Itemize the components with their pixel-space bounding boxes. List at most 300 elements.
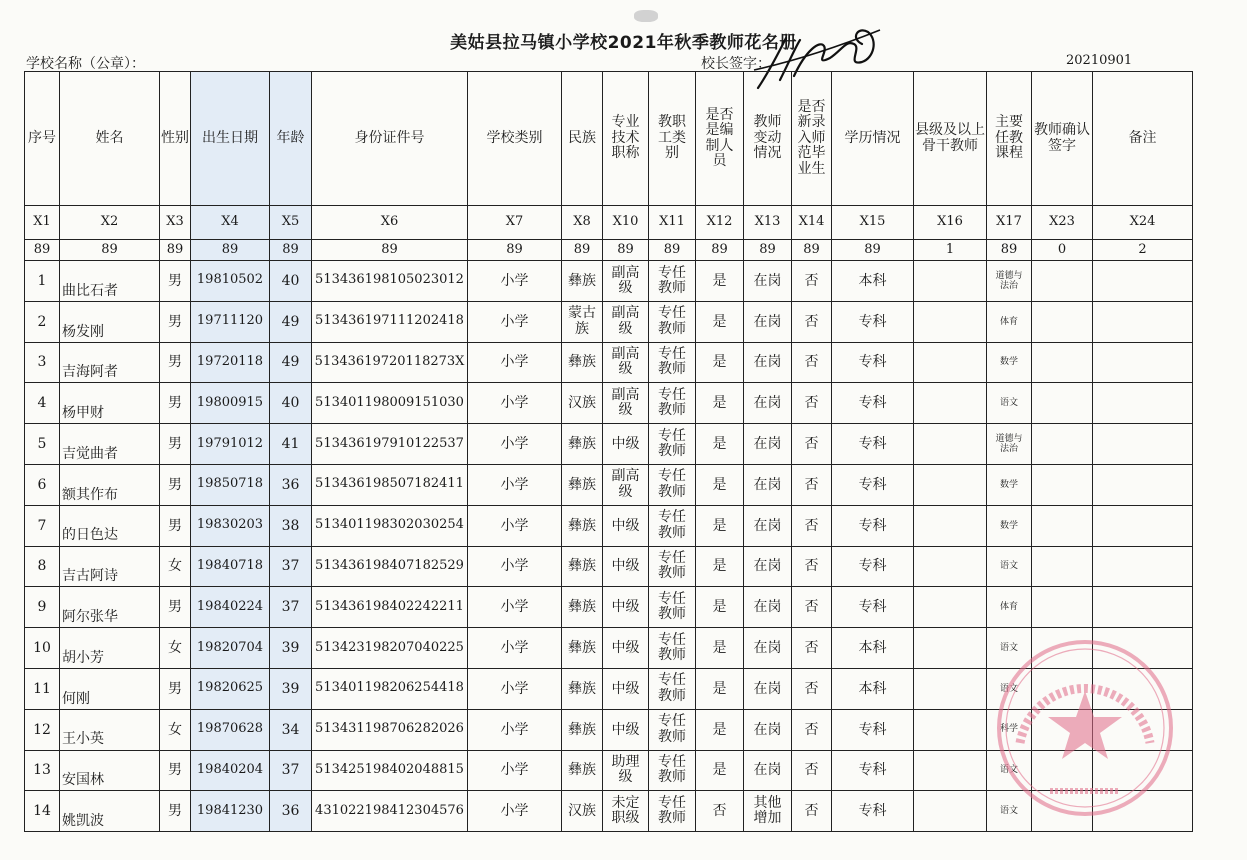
cell-id: 51343619720118273X: [312, 342, 468, 383]
cell-newgrad: 否: [792, 261, 832, 302]
table-row: [25, 424, 1193, 465]
cell-title: 中级: [603, 709, 649, 750]
cell-id: 513436198105023012: [312, 261, 468, 302]
cell-no: 12: [25, 709, 60, 750]
cell-blank: [1093, 464, 1193, 505]
cell-type: 小学: [468, 261, 562, 302]
cell-text: 专任教师: [658, 427, 686, 460]
cell-text: 专任教师: [658, 754, 686, 786]
cell-subject: [987, 261, 1032, 302]
cell-no: 8: [25, 546, 60, 587]
cell-text: 专任教师: [658, 550, 686, 582]
count-cell: 2: [1093, 240, 1193, 261]
cell-text: 专任教师: [658, 468, 686, 500]
cell-title: 中级: [603, 505, 649, 546]
cell-text: 专任教师: [658, 346, 686, 378]
cell-staff: 是: [696, 709, 744, 750]
cell-sex: 男: [160, 505, 191, 546]
cell-sex: 男: [160, 383, 191, 424]
header-label: 序号: [28, 129, 56, 146]
header-col-school-type: [468, 72, 562, 206]
cell-blank: [914, 791, 987, 832]
cell-eth: 汉族: [562, 383, 603, 424]
header-col-status: [744, 72, 792, 206]
cell-cat: [649, 668, 696, 709]
cell-edu: 专科: [832, 301, 914, 342]
code-cell: X23: [1032, 206, 1093, 240]
count-cell: 89: [744, 240, 792, 261]
cell-id: 431022198412304576: [312, 791, 468, 832]
cell-subject: 体育: [987, 301, 1032, 342]
cell-eth: 彝族: [562, 709, 603, 750]
count-cell: 89: [270, 240, 312, 261]
code-cell: X17: [987, 206, 1032, 240]
cell-sex: 男: [160, 668, 191, 709]
cell-text: 专任教师: [658, 794, 686, 827]
cell-subject: 语文: [987, 546, 1032, 587]
cell-edu: 本科: [832, 668, 914, 709]
cell-subject: 语文: [987, 628, 1032, 669]
cell-newgrad: 否: [792, 628, 832, 669]
cell-cat: [649, 261, 696, 302]
count-row: [25, 240, 1193, 261]
cell-eth: 彝族: [562, 505, 603, 546]
cell-text: 道德与法治: [995, 433, 1023, 455]
cell-cat: [649, 750, 696, 791]
cell-blank: [1093, 342, 1193, 383]
cell-text: 专任教师: [658, 672, 686, 704]
cell-title: 中级: [603, 628, 649, 669]
cell-type: 小学: [468, 464, 562, 505]
cell-blank: [914, 546, 987, 587]
cell-edu: 专科: [832, 464, 914, 505]
header-col-key-teacher: [914, 72, 987, 206]
header-col-ethnicity: [562, 72, 603, 206]
cell-text: 副高级: [611, 346, 640, 378]
cell-staff: 是: [696, 546, 744, 587]
cell-name: 杨甲财: [60, 383, 160, 424]
cell-id: 513436198507182411: [312, 464, 468, 505]
cell-edu: 本科: [832, 261, 914, 302]
cell-name: 吉古阿诗: [60, 546, 160, 587]
cell-edu: 专科: [832, 791, 914, 832]
cell-newgrad: 否: [792, 668, 832, 709]
header-row: [25, 72, 1193, 206]
cell-text: 其他增加: [753, 794, 782, 827]
cell-text: 蒙古族: [568, 305, 596, 337]
cell-title: [603, 342, 649, 383]
cell-sex: 男: [160, 342, 191, 383]
cell-cat: [649, 791, 696, 832]
cell-blank: [1032, 301, 1093, 342]
count-cell: 89: [160, 240, 191, 261]
code-cell: X5: [270, 206, 312, 240]
cell-change: [744, 791, 792, 832]
header-col-subject: [987, 72, 1032, 206]
cell-subject: 数学: [987, 505, 1032, 546]
cell-subject: 体育: [987, 587, 1032, 628]
cell-change: 在岗: [744, 301, 792, 342]
cell-eth: 彝族: [562, 750, 603, 791]
cell-change: 在岗: [744, 668, 792, 709]
cell-subject: [987, 424, 1032, 465]
count-cell: 89: [987, 240, 1032, 261]
cell-text: 未定职级: [611, 794, 640, 827]
header-col-dob: [191, 72, 270, 206]
cell-dob: 19720118: [191, 342, 270, 383]
cell-title: 中级: [603, 546, 649, 587]
cell-staff: 是: [696, 750, 744, 791]
cell-text: 专任教师: [658, 386, 686, 419]
cell-cat: [649, 342, 696, 383]
header-label: 民族: [568, 129, 596, 146]
cell-cat: [649, 383, 696, 424]
cell-cat: [649, 546, 696, 587]
cell-sex: 男: [160, 791, 191, 832]
cell-age: 37: [270, 750, 312, 791]
code-cell: X4: [191, 206, 270, 240]
code-cell: X6: [312, 206, 468, 240]
cell-dob: 19840718: [191, 546, 270, 587]
cell-dob: 19841230: [191, 791, 270, 832]
cell-text: 副高级: [611, 386, 640, 419]
cell-eth: 彝族: [562, 587, 603, 628]
header-label: 是否是编制人员: [705, 106, 734, 169]
cell-cat: [649, 424, 696, 465]
cell-type: 小学: [468, 791, 562, 832]
cell-blank: [1032, 505, 1093, 546]
cell-id: 513401198009151030: [312, 383, 468, 424]
cell-newgrad: 否: [792, 750, 832, 791]
cell-subject: 语文: [987, 750, 1032, 791]
cell-dob: 19840224: [191, 587, 270, 628]
cell-change: 在岗: [744, 709, 792, 750]
cell-staff: 是: [696, 424, 744, 465]
cell-edu: 专科: [832, 424, 914, 465]
cell-sex: 男: [160, 301, 191, 342]
count-cell: 89: [60, 240, 160, 261]
header-col-id-number: [312, 72, 468, 206]
cell-name: 何刚: [60, 668, 160, 709]
code-row: [25, 206, 1193, 240]
cell-blank: [914, 709, 987, 750]
cell-age: 37: [270, 546, 312, 587]
cell-change: 在岗: [744, 342, 792, 383]
code-cell: X2: [60, 206, 160, 240]
cell-text: 专任教师: [658, 713, 686, 745]
table-row: [25, 301, 1193, 342]
cell-no: 11: [25, 668, 60, 709]
cell-cat: [649, 301, 696, 342]
cell-newgrad: 否: [792, 709, 832, 750]
cell-dob: 19800915: [191, 383, 270, 424]
cell-age: 40: [270, 261, 312, 302]
table-row: [25, 383, 1193, 424]
cell-blank: [914, 587, 987, 628]
header-label: 是否新录入师范毕业生: [797, 99, 826, 177]
cell-blank: [1032, 587, 1093, 628]
header-col-no: [25, 72, 60, 206]
cell-text: 副高级: [611, 468, 640, 500]
cell-title: [603, 750, 649, 791]
cell-sex: 男: [160, 261, 191, 302]
count-cell: 89: [312, 240, 468, 261]
cell-type: 小学: [468, 546, 562, 587]
cell-title: 中级: [603, 668, 649, 709]
cell-age: 34: [270, 709, 312, 750]
cell-eth: 彝族: [562, 628, 603, 669]
cell-no: 4: [25, 383, 60, 424]
cell-title: [603, 464, 649, 505]
cell-change: 在岗: [744, 464, 792, 505]
cell-blank: [1093, 261, 1193, 302]
cell-newgrad: 否: [792, 464, 832, 505]
cell-text: 副高级: [611, 305, 640, 337]
code-cell: X15: [832, 206, 914, 240]
cell-name: 曲比石者: [60, 261, 160, 302]
cell-subject: 数学: [987, 464, 1032, 505]
code-cell: X1: [25, 206, 60, 240]
cell-name: 的日色达: [60, 505, 160, 546]
cell-staff: 是: [696, 505, 744, 546]
cell-type: 小学: [468, 505, 562, 546]
cell-name: 阿尔张华: [60, 587, 160, 628]
official-seal: [990, 633, 1180, 823]
cell-text: 专任教师: [658, 305, 686, 337]
cell-type: 小学: [468, 424, 562, 465]
cell-newgrad: 否: [792, 505, 832, 546]
header-label: 出生日期: [202, 129, 258, 146]
cell-type: 小学: [468, 301, 562, 342]
count-cell: 89: [832, 240, 914, 261]
cell-text: 助理级: [611, 754, 640, 786]
cell-edu: 专科: [832, 587, 914, 628]
cell-no: 1: [25, 261, 60, 302]
cell-newgrad: 否: [792, 383, 832, 424]
count-cell: 89: [562, 240, 603, 261]
header-col-staff-category: [649, 72, 696, 206]
header-label: 主要任教课程: [995, 114, 1023, 162]
cell-change: 在岗: [744, 383, 792, 424]
cell-id: 513401198206254418: [312, 668, 468, 709]
cell-staff: 是: [696, 261, 744, 302]
cell-title: [603, 383, 649, 424]
table-row: [25, 342, 1193, 383]
header-col-sex: [160, 72, 191, 206]
cell-eth: 彝族: [562, 464, 603, 505]
cell-age: 41: [270, 424, 312, 465]
cell-blank: [1032, 464, 1093, 505]
code-cell: X3: [160, 206, 191, 240]
cell-newgrad: 否: [792, 342, 832, 383]
header-label: 县级及以上骨干教师: [915, 122, 985, 154]
header-label: 姓名: [95, 129, 124, 146]
cell-blank: [1093, 546, 1193, 587]
cell-edu: 专科: [832, 750, 914, 791]
cell-blank: [914, 261, 987, 302]
cell-cat: [649, 628, 696, 669]
cell-id: 513436197910122537: [312, 424, 468, 465]
header-col-title: [603, 72, 649, 206]
cell-dob: 19870628: [191, 709, 270, 750]
code-cell: X14: [792, 206, 832, 240]
code-cell: X11: [649, 206, 696, 240]
cell-change: 在岗: [744, 750, 792, 791]
cell-name: 吉海阿者: [60, 342, 160, 383]
cell-blank: [914, 505, 987, 546]
cell-type: 小学: [468, 750, 562, 791]
header-col-name: [60, 72, 160, 206]
cell-no: 10: [25, 628, 60, 669]
cell-type: 小学: [468, 628, 562, 669]
cell-no: 13: [25, 750, 60, 791]
cell-dob: 19791012: [191, 424, 270, 465]
count-cell: 89: [25, 240, 60, 261]
cell-eth: 彝族: [562, 546, 603, 587]
cell-newgrad: 否: [792, 424, 832, 465]
count-cell: 89: [603, 240, 649, 261]
count-cell: 89: [191, 240, 270, 261]
cell-dob: 19810502: [191, 261, 270, 302]
header-label: 年龄: [276, 129, 305, 146]
cell-change: 在岗: [744, 505, 792, 546]
code-cell: X8: [562, 206, 603, 240]
cell-sex: 男: [160, 464, 191, 505]
header-label: 专业技术职称: [611, 114, 640, 162]
cell-age: 37: [270, 587, 312, 628]
cell-edu: 本科: [832, 628, 914, 669]
cell-blank: [1032, 342, 1093, 383]
table-row: [25, 464, 1193, 505]
cell-text: 专任教师: [658, 631, 686, 664]
cell-newgrad: 否: [792, 301, 832, 342]
header-label: 学历情况: [844, 129, 901, 146]
cell-staff: 是: [696, 587, 744, 628]
cell-id: 513436197111202418: [312, 301, 468, 342]
cell-blank: [1093, 383, 1193, 424]
cell-sex: 男: [160, 750, 191, 791]
page-title: 美姑县拉马镇小学校2021年秋季教师花名册: [450, 33, 797, 53]
cell-title: 中级: [603, 587, 649, 628]
code-cell: X7: [468, 206, 562, 240]
cell-title: [603, 301, 649, 342]
cell-age: 49: [270, 301, 312, 342]
cell-blank: [914, 668, 987, 709]
cell-edu: 专科: [832, 505, 914, 546]
cell-age: 49: [270, 342, 312, 383]
cell-no: 14: [25, 791, 60, 832]
cell-subject: 语文: [987, 791, 1032, 832]
cell-staff: 否: [696, 791, 744, 832]
cell-age: 39: [270, 628, 312, 669]
cell-text: 专任教师: [658, 264, 686, 296]
cell-text: 道德与法治: [995, 270, 1023, 291]
cell-type: 小学: [468, 709, 562, 750]
roster-date: 20210901: [1066, 53, 1133, 68]
cell-dob: 19850718: [191, 464, 270, 505]
count-cell: 89: [468, 240, 562, 261]
cell-age: 36: [270, 791, 312, 832]
cell-name: 安国林: [60, 750, 160, 791]
cell-sex: 女: [160, 546, 191, 587]
cell-sex: 女: [160, 709, 191, 750]
table-row: [25, 261, 1193, 302]
cell-cat: [649, 505, 696, 546]
header-label: 学校类别: [486, 129, 543, 146]
header-label: 教师确认签字: [1034, 122, 1090, 154]
cell-blank: [914, 301, 987, 342]
cell-newgrad: 否: [792, 546, 832, 587]
code-cell: X12: [696, 206, 744, 240]
cell-sex: 男: [160, 587, 191, 628]
cell-eth: 彝族: [562, 424, 603, 465]
cell-age: 40: [270, 383, 312, 424]
cell-dob: 19840204: [191, 750, 270, 791]
header-col-confirm-signature: [1032, 72, 1093, 206]
cell-text: 专任教师: [658, 509, 686, 541]
cell-title: [603, 791, 649, 832]
cell-staff: 是: [696, 383, 744, 424]
cell-dob: 19820704: [191, 628, 270, 669]
cell-blank: [914, 342, 987, 383]
scan-smudge: [634, 10, 658, 22]
cell-age: 36: [270, 464, 312, 505]
cell-newgrad: 否: [792, 791, 832, 832]
cell-edu: 专科: [832, 546, 914, 587]
cell-dob: 19820625: [191, 668, 270, 709]
cell-blank: [1032, 261, 1093, 302]
cell-id: 513436198402242211: [312, 587, 468, 628]
cell-title: 中级: [603, 424, 649, 465]
header-label: 性别: [161, 129, 189, 146]
cell-blank: [1032, 424, 1093, 465]
school-name-label: 学校名称（公章）：: [26, 56, 145, 72]
cell-age: 39: [270, 668, 312, 709]
cell-eth: [562, 301, 603, 342]
cell-change: 在岗: [744, 587, 792, 628]
cell-no: 3: [25, 342, 60, 383]
cell-name: 王小英: [60, 709, 160, 750]
cell-subject: 语文: [987, 383, 1032, 424]
table-row: [25, 505, 1193, 546]
cell-change: 在岗: [744, 628, 792, 669]
cell-blank: [1032, 546, 1093, 587]
cell-staff: 是: [696, 668, 744, 709]
cell-blank: [914, 750, 987, 791]
cell-blank: [1093, 301, 1193, 342]
cell-blank: [1093, 505, 1193, 546]
cell-blank: [1093, 587, 1193, 628]
cell-staff: 是: [696, 342, 744, 383]
cell-no: 5: [25, 424, 60, 465]
cell-eth: 彝族: [562, 261, 603, 302]
header-col-education: [832, 72, 914, 206]
cell-age: 38: [270, 505, 312, 546]
code-cell: X16: [914, 206, 987, 240]
cell-no: 7: [25, 505, 60, 546]
header-label: 身份证件号: [354, 129, 425, 146]
cell-name: 额其作布: [60, 464, 160, 505]
cell-subject: 数学: [987, 342, 1032, 383]
cell-cat: [649, 587, 696, 628]
code-cell: X13: [744, 206, 792, 240]
cell-name: 姚凯波: [60, 791, 160, 832]
cell-cat: [649, 464, 696, 505]
cell-type: 小学: [468, 383, 562, 424]
code-cell: X24: [1093, 206, 1193, 240]
cell-blank: [914, 383, 987, 424]
cell-type: 小学: [468, 587, 562, 628]
